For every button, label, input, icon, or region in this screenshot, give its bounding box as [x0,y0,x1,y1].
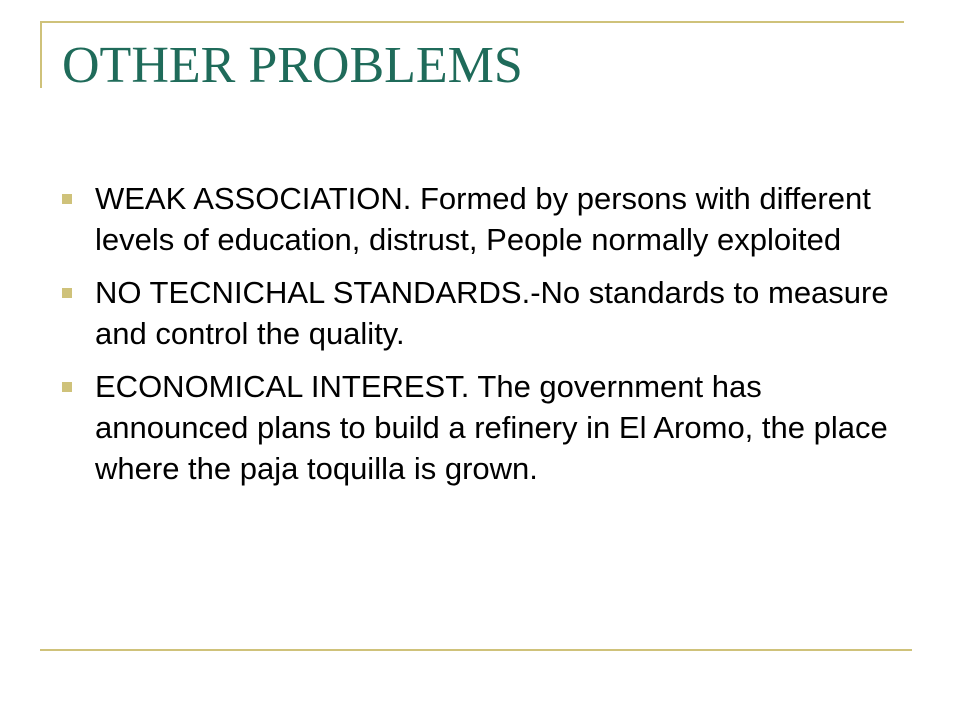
top-rule [40,21,904,23]
bullet-text: WEAK ASSOCIATION. Formed by persons with different levels of education, distrust, People normally exploited [95,181,871,257]
square-bullet-icon [62,382,72,392]
bullet-item-no-technical-standards [62,272,912,354]
bullet-list [62,178,912,501]
slide-title: OTHER PROBLEMS [62,37,523,94]
left-rule [40,21,42,88]
square-bullet-icon [62,288,72,298]
bullet-item-economical-interest [62,366,912,489]
bottom-rule [40,649,912,651]
bullet-item-weak-association [62,178,912,260]
bullet-text: NO TECNICHAL STANDARDS.-No standards to measure and control the quality. [95,275,889,351]
square-bullet-icon [62,194,72,204]
bullet-text: ECONOMICAL INTEREST. The government has announced plans to build a refinery in El Aromo, the place where the paja toquilla is grown. [95,369,888,486]
